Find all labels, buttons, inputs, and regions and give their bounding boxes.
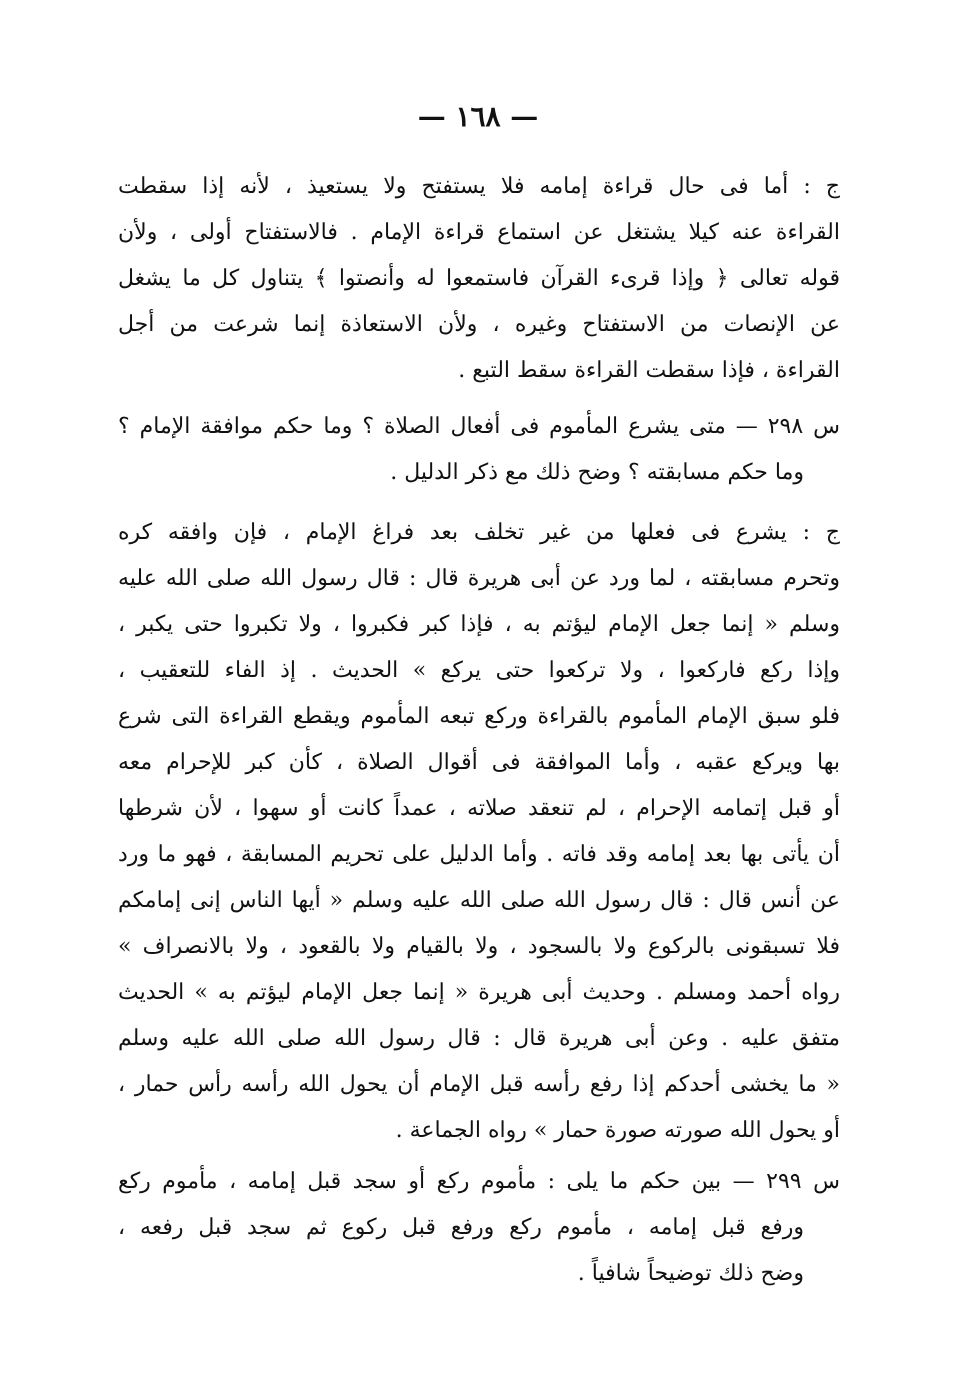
text-line: بها ويركع عقبه ، وأما الموافقة فى أقوال الصلاة ، كأن كبر للإحرام معه: [118, 750, 840, 775]
text-line: أو قبل إتمامه الإحرام ، لم تنعقد صلاته ، عمداً كانت أو سهوا ، لأن شرطها: [118, 796, 840, 821]
question-299: [118, 1159, 840, 1297]
text-line: س ٢٩٩ — بين حكم ما يلى : مأموم ركع أو سجد قبل إمامه ، مأموم ركع: [118, 1169, 840, 1194]
text-line: القراءة عنه كيلا يشتغل عن استماع قراءة الإمام . فالاستفتاح أولى ، ولأن: [118, 220, 840, 245]
text-line: وسلم « إنما جعل الإمام ليؤتم به ، فإذا كبر فكبروا ، ولا تكبروا حتى يكبر ،: [118, 612, 840, 637]
text-line: ج : يشرع فى فعلها من غير تخلف بعد فراغ الإمام ، فإن وافقه كره: [118, 520, 840, 545]
text-line: وتحرم مسابقته ، لما ورد عن أبى هريرة قال : قال رسول الله صلى الله عليه: [118, 566, 840, 591]
page-number: — ١٦٨ —: [417, 100, 539, 133]
text-line: فلا تسبقونى بالركوع ولا بالسجود ، ولا بالقيام ولا بالقعود ، ولا بالانصراف »: [118, 934, 840, 959]
answer-298: [118, 510, 840, 1154]
text-line: فلو سبق الإمام المأموم بالقراءة وركع تبعه المأموم ويقطع القراءة التى شرع: [118, 704, 840, 729]
text-line: رواه أحمد ومسلم . وحديث أبى هريرة « إنما جعل الإمام ليؤتم به » الحديث: [118, 980, 840, 1005]
text-line: « ما يخشى أحدكم إذا رفع رأسه قبل الإمام أن يحول الله رأسه رأس حمار ،: [118, 1072, 840, 1097]
text-line: ج : أما فى حال قراءة إمامه فلا يستفتح ولا يستعيذ ، لأنه إذا سقطت: [118, 174, 840, 199]
text-line: متفق عليه . وعن أبى هريرة قال : قال رسول الله صلى الله عليه وسلم: [118, 1026, 840, 1051]
text-line: س ٢٩٨ — متى يشرع المأموم فى أفعال الصلاة ؟ وما حكم موافقة الإمام ؟: [118, 414, 840, 439]
text-line: قوله تعالى ﴿ وإذا قرىء القرآن فاستمعوا له وأنصتوا ﴾ يتناول كل ما يشغل: [118, 266, 840, 291]
question-298: [118, 404, 840, 496]
text-line: أو يحول الله صورته صورة حمار » رواه الجماعة .: [395, 1118, 840, 1143]
text-line: وإذا ركع فاركعوا ، ولا تركعوا حتى يركع » الحديث . إذ الفاء للتعقيب ،: [118, 658, 840, 683]
text-line: عن الإنصات من الاستفتاح وغيره ، ولأن الاستعاذة إنما شرعت من أجل: [118, 312, 840, 337]
text-line: أن يأتى بها بعد إمامه وقد فاته . وأما الدليل على تحريم المسابقة ، فهو ما ورد: [118, 842, 840, 867]
text-line: عن أنس قال : قال رسول الله صلى الله عليه وسلم « أيها الناس إنى إمامكم: [118, 888, 840, 913]
answer-paragraph-1: [118, 164, 840, 394]
text-line: ورفع قبل إمامه ، مأموم ركع ورفع قبل ركوع ثم سجد قبل رفعه ،: [118, 1215, 804, 1240]
text-line: وما حكم مسابقته ؟ وضح ذلك مع ذكر الدليل .: [390, 460, 804, 485]
text-line: وضح ذلك توضيحاً شافياً .: [577, 1261, 804, 1286]
text-line: القراءة ، فإذا سقطت القراءة سقط التبع .: [458, 358, 840, 383]
